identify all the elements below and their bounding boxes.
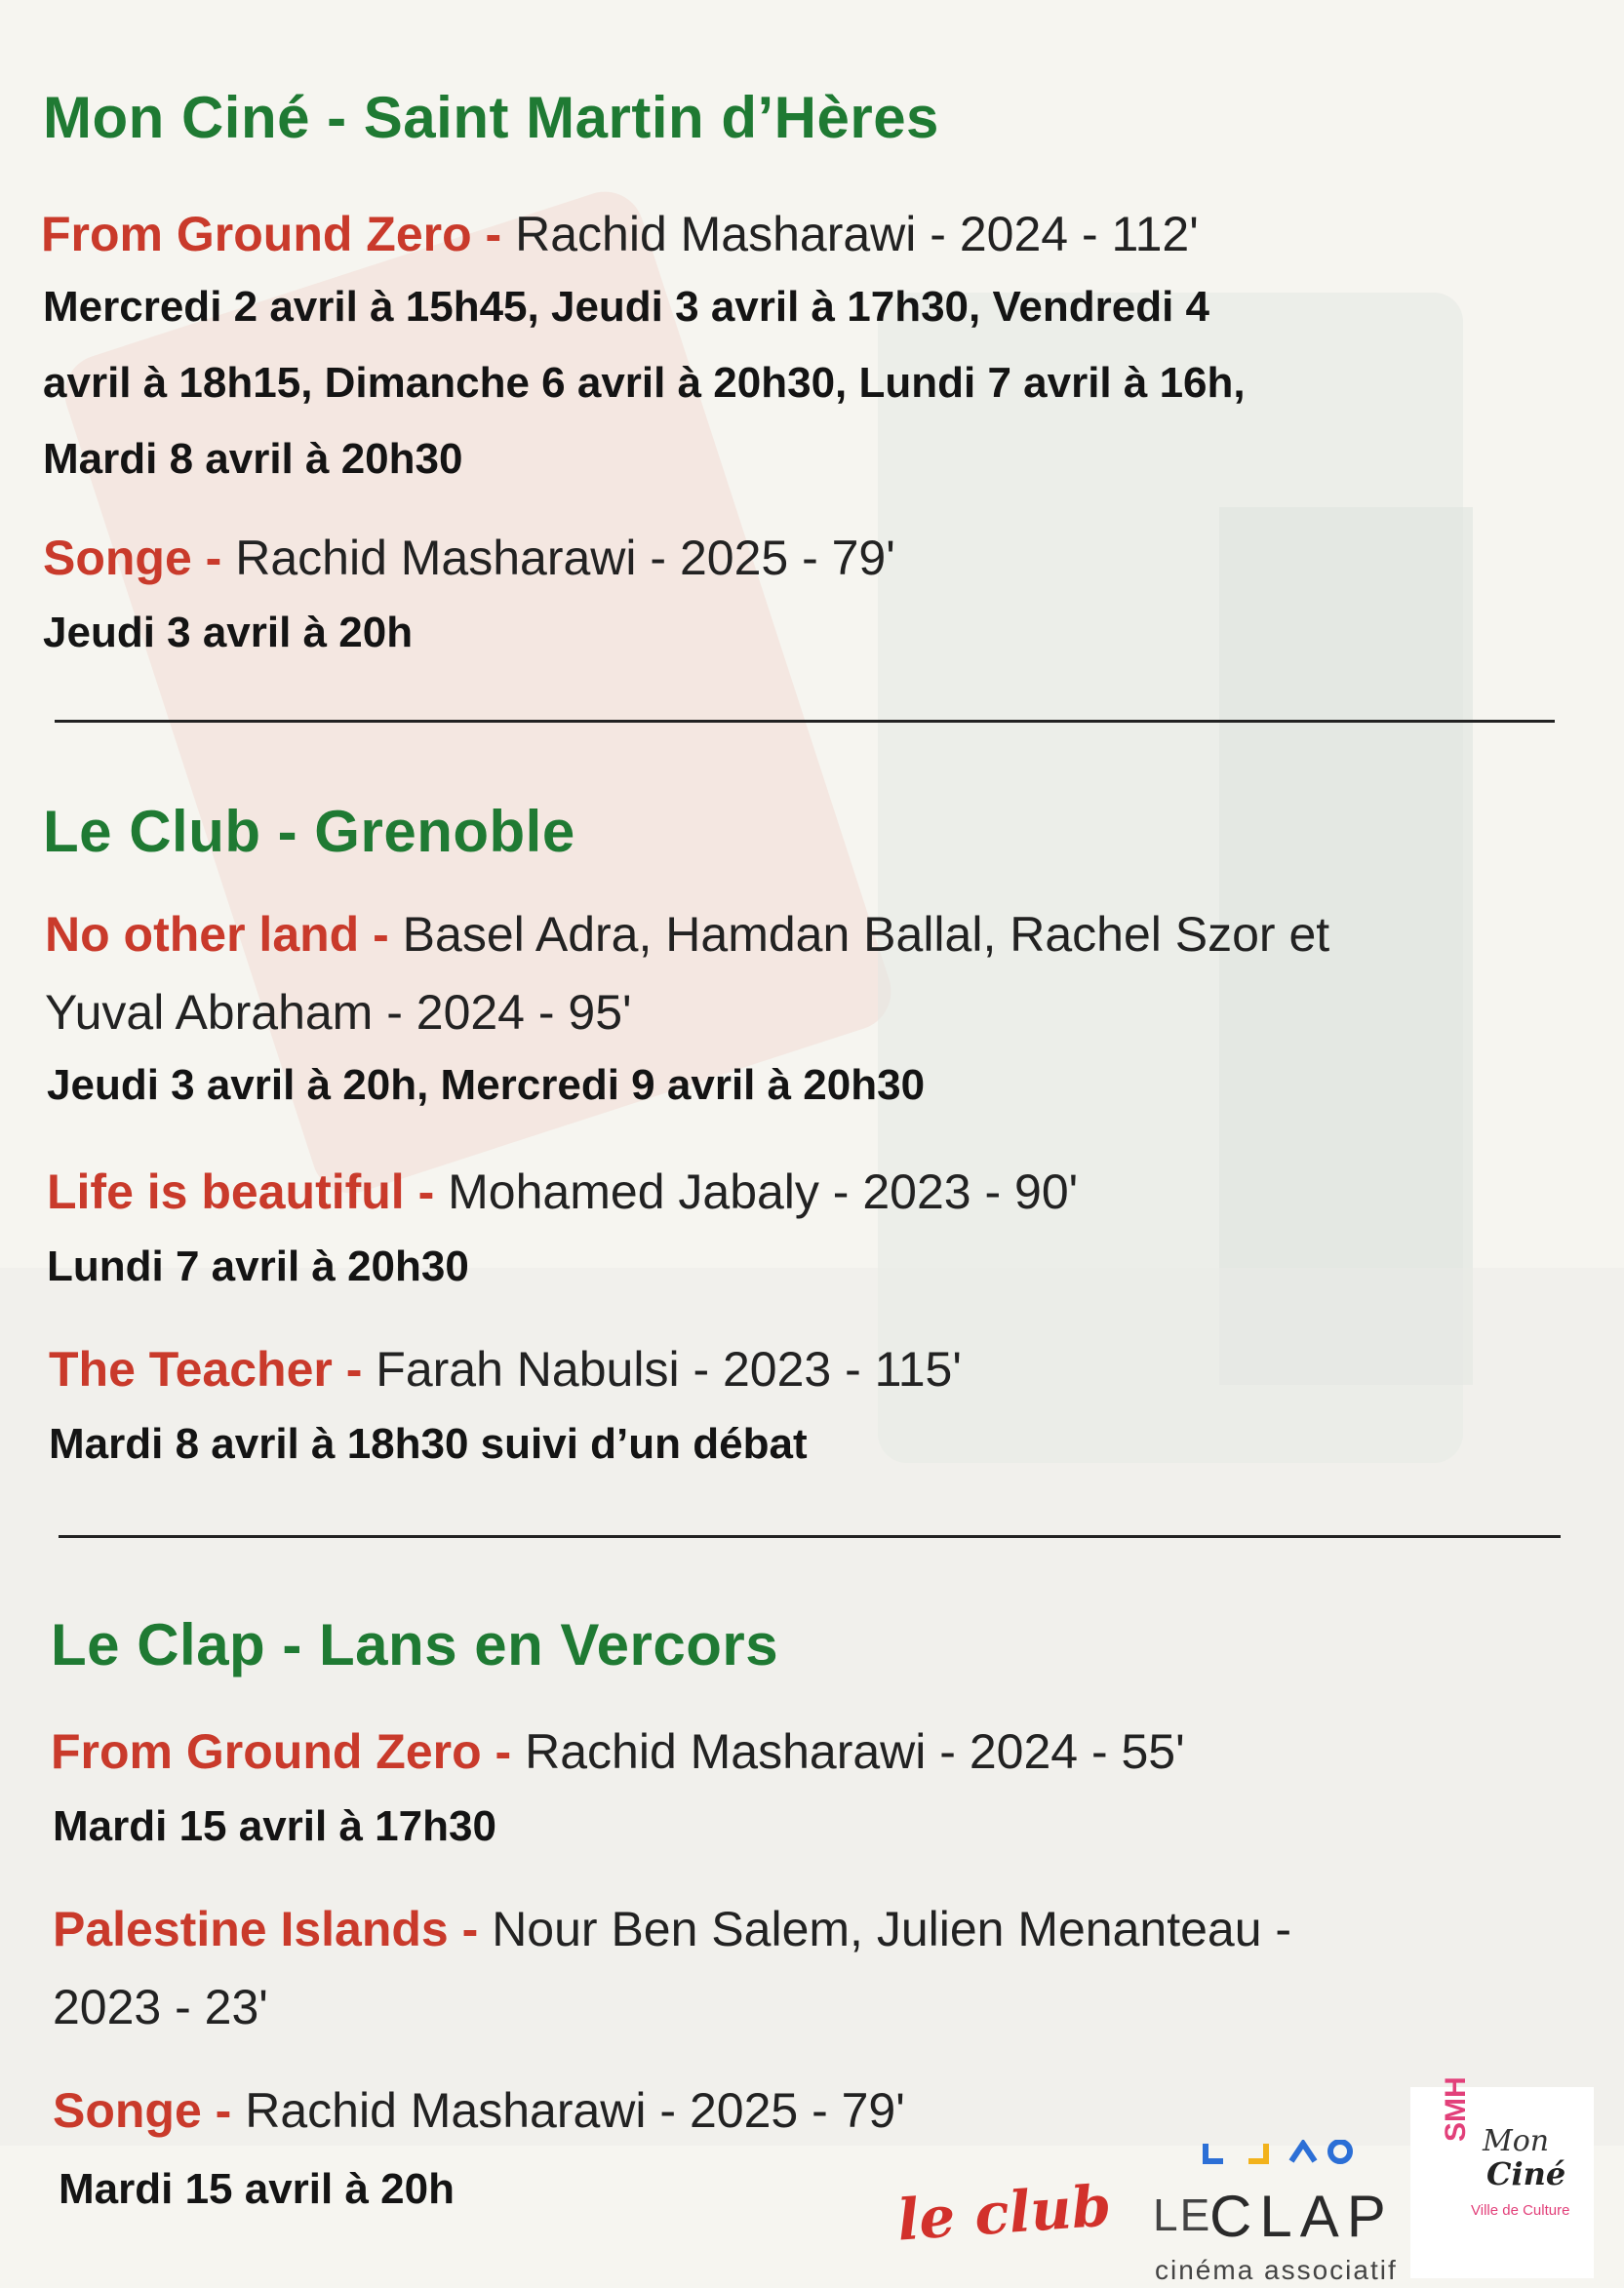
film-meta: Rachid Masharawi - 2025 - 79' [235, 531, 895, 585]
clap-wordmark: CLAP [1209, 2184, 1394, 2249]
film-schedule [47, 1047, 925, 1124]
cine-text: Ciné [1486, 2155, 1566, 2192]
film-meta-continued [53, 1968, 268, 2046]
film-schedule [43, 269, 1565, 497]
mon-text: Mon [1483, 2124, 1550, 2158]
venue-heading: Le Clap - Lans en Vercors [51, 1612, 779, 1677]
film-meta: 2023 - 23' [53, 1980, 268, 2034]
culture-tagline: Ville de Culture [1471, 2202, 1570, 2219]
schedule-line: Jeudi 3 avril à 20h, Mercredi 9 avril à 20h30 [47, 1061, 926, 1109]
film-title: No other land - [45, 907, 389, 962]
film-meta: Yuval Abraham - 2024 - 95' [45, 985, 632, 1040]
venue-heading: Le Club - Grenoble [43, 799, 575, 864]
clap-prefix: LE [1153, 2189, 1212, 2240]
film-entry [49, 1330, 962, 1408]
film-schedule [43, 595, 413, 671]
film-schedule [49, 1406, 808, 1482]
clap-color-marks-icon [1202, 2140, 1358, 2169]
film-meta: Mohamed Jabaly - 2023 - 90' [448, 1164, 1079, 1219]
film-title: From Ground Zero - [51, 1724, 512, 1779]
film-title: From Ground Zero - [41, 207, 502, 261]
film-entry [51, 1713, 1185, 1791]
film-entry [41, 195, 1199, 273]
film-schedule [53, 1789, 496, 1865]
film-meta: Rachid Masharawi - 2025 - 79' [245, 2083, 905, 2138]
mon-cine-logo [1410, 2076, 1594, 2278]
film-meta-continued [45, 973, 632, 1051]
film-title: Life is beautiful - [47, 1164, 435, 1219]
le-club-logo: le club [894, 2172, 1114, 2254]
section-divider [59, 1535, 1561, 1538]
film-meta: Rachid Masharawi - 2024 - 112' [515, 207, 1199, 261]
schedule-line: Jeudi 3 avril à 20h [43, 609, 414, 656]
schedule-line: Lundi 7 avril à 20h30 [47, 1243, 469, 1290]
schedule-line: Mardi 15 avril à 17h30 [53, 1802, 496, 1850]
schedule-line: Mardi 8 avril à 18h30 suivi d’un débat [49, 1420, 808, 1468]
film-entry [45, 895, 1329, 973]
le-clap-logo [1153, 2126, 1398, 2285]
film-entry [43, 519, 895, 597]
smh-mark: SMH [1440, 2076, 1472, 2142]
film-entry [53, 2071, 905, 2150]
schedule-line: Mercredi 2 avril à 15h45, Jeudi 3 avril à 17h30, Vendredi 4 [43, 283, 1209, 331]
film-schedule [59, 2151, 455, 2228]
film-title: Songe - [43, 531, 222, 585]
schedule-line: Mardi 15 avril à 20h [59, 2165, 455, 2213]
film-meta: Nour Ben Salem, Julien Menanteau - [492, 1902, 1292, 1956]
schedule-line: Mardi 8 avril à 20h30 [43, 435, 463, 483]
venue-heading: Mon Ciné - Saint Martin d’Hères [43, 85, 939, 150]
film-meta: Basel Adra, Hamdan Ballal, Rachel Szor et [402, 907, 1330, 962]
film-entry [47, 1153, 1078, 1231]
film-entry [53, 1890, 1291, 1968]
section-divider [55, 720, 1555, 723]
film-title: Songe - [53, 2083, 232, 2138]
film-schedule [47, 1229, 469, 1305]
schedule-line: avril à 18h15, Dimanche 6 avril à 20h30, Lundi 7 avril à 16h, [43, 359, 1246, 407]
film-title: Palestine Islands - [53, 1902, 479, 1956]
clap-subtitle: cinéma associatif [1155, 2255, 1398, 2285]
film-meta: Farah Nabulsi - 2023 - 115' [376, 1342, 962, 1397]
film-title: The Teacher - [49, 1342, 363, 1397]
film-meta: Rachid Masharawi - 2024 - 55' [525, 1724, 1185, 1779]
